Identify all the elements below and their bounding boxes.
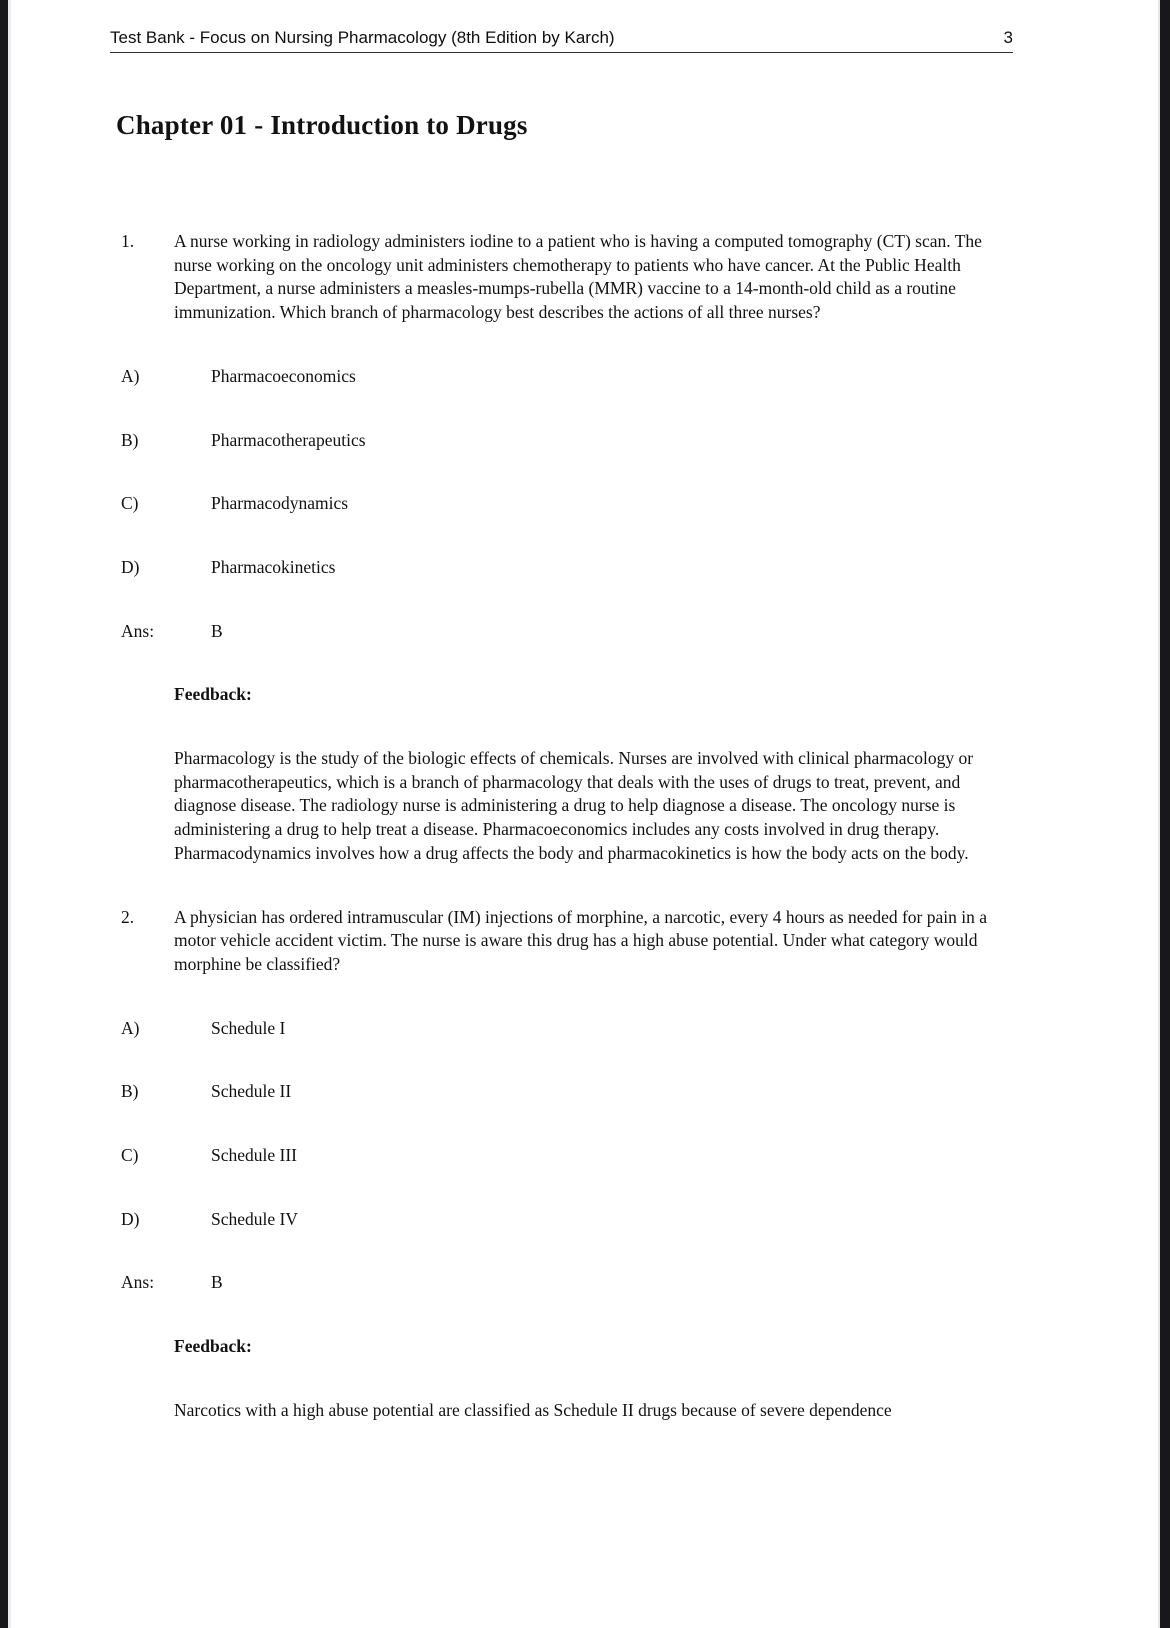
option-row-d xyxy=(121,556,1013,580)
answer-value: B xyxy=(211,1272,223,1293)
questions-section xyxy=(121,230,1013,1423)
option-text: Pharmacoeconomics xyxy=(211,365,356,386)
answer-value: B xyxy=(211,620,223,641)
answer-label: Ans: xyxy=(121,1272,155,1293)
feedback-label: Feedback: xyxy=(174,684,252,705)
answer-row xyxy=(121,620,1013,644)
option-letter: B) xyxy=(121,429,139,450)
option-row-c xyxy=(121,1144,1013,1168)
question-number: 2. xyxy=(121,906,135,927)
option-row-d xyxy=(121,1208,1013,1232)
option-text: Schedule II xyxy=(211,1081,292,1102)
answer-row xyxy=(121,1271,1013,1295)
option-letter: A) xyxy=(121,365,140,386)
feedback-text: Pharmacology is the study of the biologic effects of chemicals. Nurses are involved with clinical pharmacology or pharmacotherapeutics, which is a branch of pharmacology that deals with the uses of drugs to treat, prevent, and diagnose disease. The radiology nurse is administering a drug to help diagnose a disease. The oncology nurse is administering a drug to help treat a disease. Pharmacoeconomics includes any costs involved in drug therapy. Pharmacodynamics involves how a drug affects the body and pharmacokinetics is how the body acts on the body. xyxy=(174,748,974,863)
question-row xyxy=(121,230,1013,325)
feedback-text: Narcotics with a high abuse potential are classified as Schedule II drugs because of severe dependence xyxy=(174,1399,892,1420)
option-letter: D) xyxy=(121,556,140,577)
question-text: A nurse working in radiology administers iodine to a patient who is having a computed tomography (CT) scan. The nurse working on the oncology unit administers chemotherapy to patients who have cancer. At the Public Health Department, a nurse administers a measles-mumps-rubella (MMR) vaccine to a 14-month-old child as a routine immunization. Which branch of pharmacology best describes the actions of all three nurses? xyxy=(174,231,982,323)
answer-label: Ans: xyxy=(121,620,155,641)
question-2 xyxy=(121,906,1013,1423)
option-text: Pharmacodynamics xyxy=(211,493,349,514)
header-title: Test Bank - Focus on Nursing Pharmacology (8th Edition by Karch) xyxy=(110,28,615,47)
page-header xyxy=(110,27,1013,53)
question-number: 1. xyxy=(121,231,135,251)
option-row-b xyxy=(121,429,1013,453)
option-text: Schedule I xyxy=(211,1017,286,1038)
option-letter: C) xyxy=(121,1145,139,1166)
option-letter: A) xyxy=(121,1017,140,1038)
feedback-label: Feedback: xyxy=(174,1336,252,1357)
option-letter: C) xyxy=(121,493,139,514)
option-text: Pharmacokinetics xyxy=(211,556,336,577)
question-text: A physician has ordered intramuscular (IM) injections of morphine, a narcotic, every 4 hours as needed for pain in a motor vehicle accident victim. The nurse is aware this drug has a high abuse potential. Under what category would morphine be classified? xyxy=(174,906,987,974)
option-row-c xyxy=(121,492,1013,516)
option-text: Schedule IV xyxy=(211,1208,298,1229)
document-page xyxy=(8,0,1160,1628)
option-letter: B) xyxy=(121,1081,139,1102)
question-1 xyxy=(121,230,1013,866)
page-number: 3 xyxy=(1003,28,1013,47)
option-row-a xyxy=(121,365,1013,389)
question-row xyxy=(121,906,1013,977)
option-row-a xyxy=(121,1017,1013,1041)
option-letter: D) xyxy=(121,1208,140,1229)
option-row-b xyxy=(121,1080,1013,1104)
option-text: Pharmacotherapeutics xyxy=(211,429,366,450)
option-text: Schedule III xyxy=(211,1145,298,1166)
chapter-title: Chapter 01 - Introduction to Drugs xyxy=(116,110,528,140)
